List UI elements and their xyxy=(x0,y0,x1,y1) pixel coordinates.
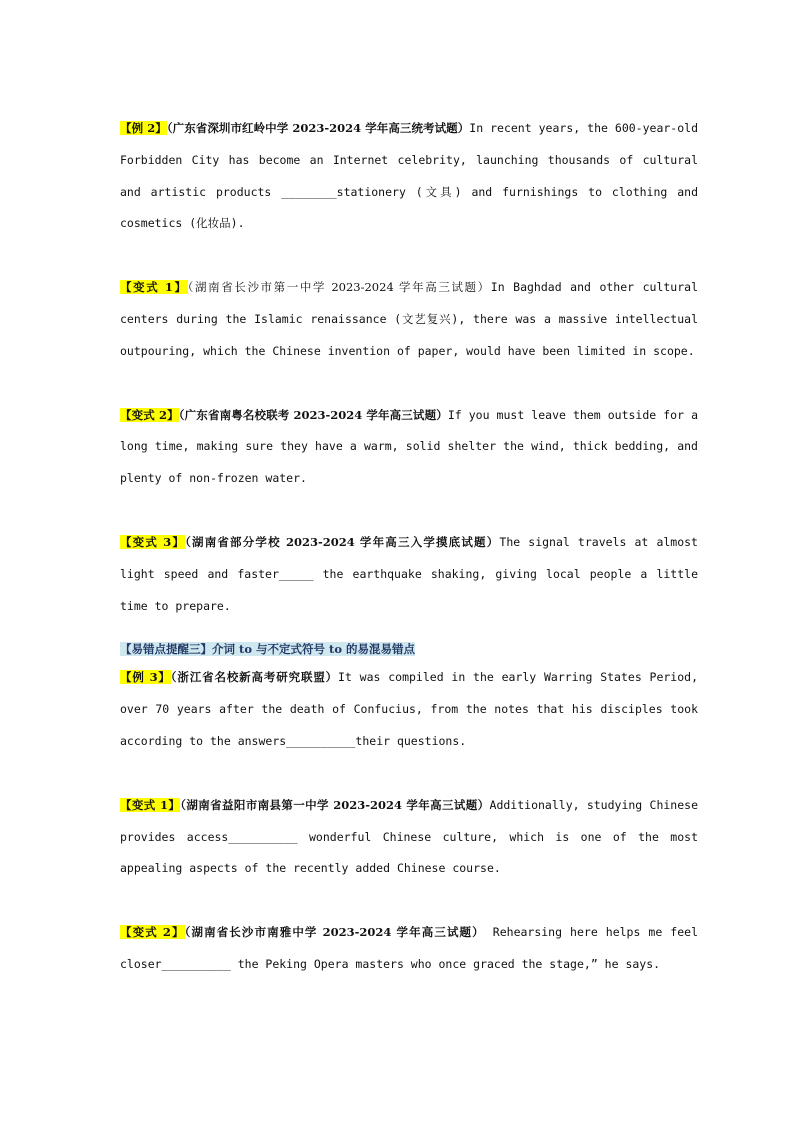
example-2-source: （广东省深圳市红岭中学 2023-2024 学年高三统考试题） xyxy=(166,121,470,135)
example-3-paragraph xyxy=(120,662,698,757)
variant-1-paragraph xyxy=(120,272,698,367)
example-3-tag: 【例 3】 xyxy=(120,670,171,685)
variant-1b-paragraph xyxy=(120,790,698,885)
example-2-paragraph xyxy=(120,113,698,240)
section-heading-part3: 的易混易错点 xyxy=(342,642,416,657)
document-page xyxy=(120,113,698,981)
section-heading-part2: 与不定式符号 xyxy=(252,642,330,657)
variant-2-source: （广东省南粤名校联考 2023-2024 学年高三试题） xyxy=(178,407,448,422)
variant-2b-source: （湖南省长沙市南雅中学 2023-2024 学年高三试题） xyxy=(184,925,485,940)
variant-2-tag: 【变式 2】 xyxy=(120,407,179,422)
example-2-blank: ________ xyxy=(281,184,337,199)
variant-2b-paragraph xyxy=(120,917,698,981)
variant-3-blank: _____ xyxy=(278,566,314,581)
section-heading-part1: 【易错点提醒三】介词 xyxy=(120,642,240,657)
variant-1-tag: 【变式 1】 xyxy=(120,280,188,295)
variant-1b-text-after: wonderful Chinese culture, which is one of the most appealing aspects of the recently added Chinese course. xyxy=(120,829,698,876)
variant-2-text: If you must leave them outside for a long time, making sure they have a warm, solid shelter the wind, thick bedding, and plenty of non-frozen water. xyxy=(120,407,698,486)
variant-2b-text-after: the Peking Opera masters who once graced the stage,” he says. xyxy=(230,956,661,971)
variant-1b-tag: 【变式 1】 xyxy=(120,797,181,812)
variant-2-paragraph xyxy=(120,400,698,495)
variant-2b-blank: __________ xyxy=(161,956,231,971)
variant-1b-text-before: Additionally, studying Chinese provides access xyxy=(120,797,698,844)
variant-3-paragraph xyxy=(120,527,698,622)
variant-3-source: （湖南省部分学校 2023-2024 学年高三入学摸底试题） xyxy=(185,534,500,549)
section-heading xyxy=(120,636,698,662)
variant-3-text-before: The signal travels at almost light speed and faster xyxy=(120,534,698,581)
example-2-text-after: stationery (文具) and furnishings to clothing and cosmetics (化妆品). xyxy=(120,184,698,231)
section-heading-to-2: to xyxy=(329,642,342,657)
example-2-text-before: In recent years, the 600-year-old Forbidden City has become an Internet celebrity, launching thousands of cultural and artistic products xyxy=(120,121,698,199)
example-3-text-before: It was compiled in the early Warring States Period, over 70 years after the death of Confucius, from the notes that his disciples took according to the answers xyxy=(120,670,699,748)
variant-2b-tag: 【变式 2】 xyxy=(120,925,185,940)
example-2-tag: 【例 2】 xyxy=(120,121,167,135)
example-3-blank: __________ xyxy=(286,733,356,748)
example-3-source: （浙江省名校新高考研究联盟） xyxy=(170,670,339,685)
variant-1b-source: （湖南省益阳市南县第一中学 2023-2024 学年高三试题） xyxy=(180,797,490,812)
variant-3-tag: 【变式 3】 xyxy=(120,534,186,549)
variant-2b-text-before: Rehearsing here helps me feel closer xyxy=(120,925,698,971)
example-3-text-after: their questions. xyxy=(355,733,467,748)
variant-1-text: In Baghdad and other cultural centers during the Islamic renaissance (文艺复兴), there was a massive intellectual outpouring, which the Chinese invention of paper, would have been limited in scope. xyxy=(120,280,698,358)
variant-1-source: （湖南省长沙市第一中学 2023-2024 学年高三试题） xyxy=(187,280,491,295)
variant-1b-blank: __________ xyxy=(228,829,298,844)
section-heading-to-1: to xyxy=(239,642,252,657)
variant-3-text-after: the earthquake shaking, giving local people a little time to prepare. xyxy=(120,566,698,613)
